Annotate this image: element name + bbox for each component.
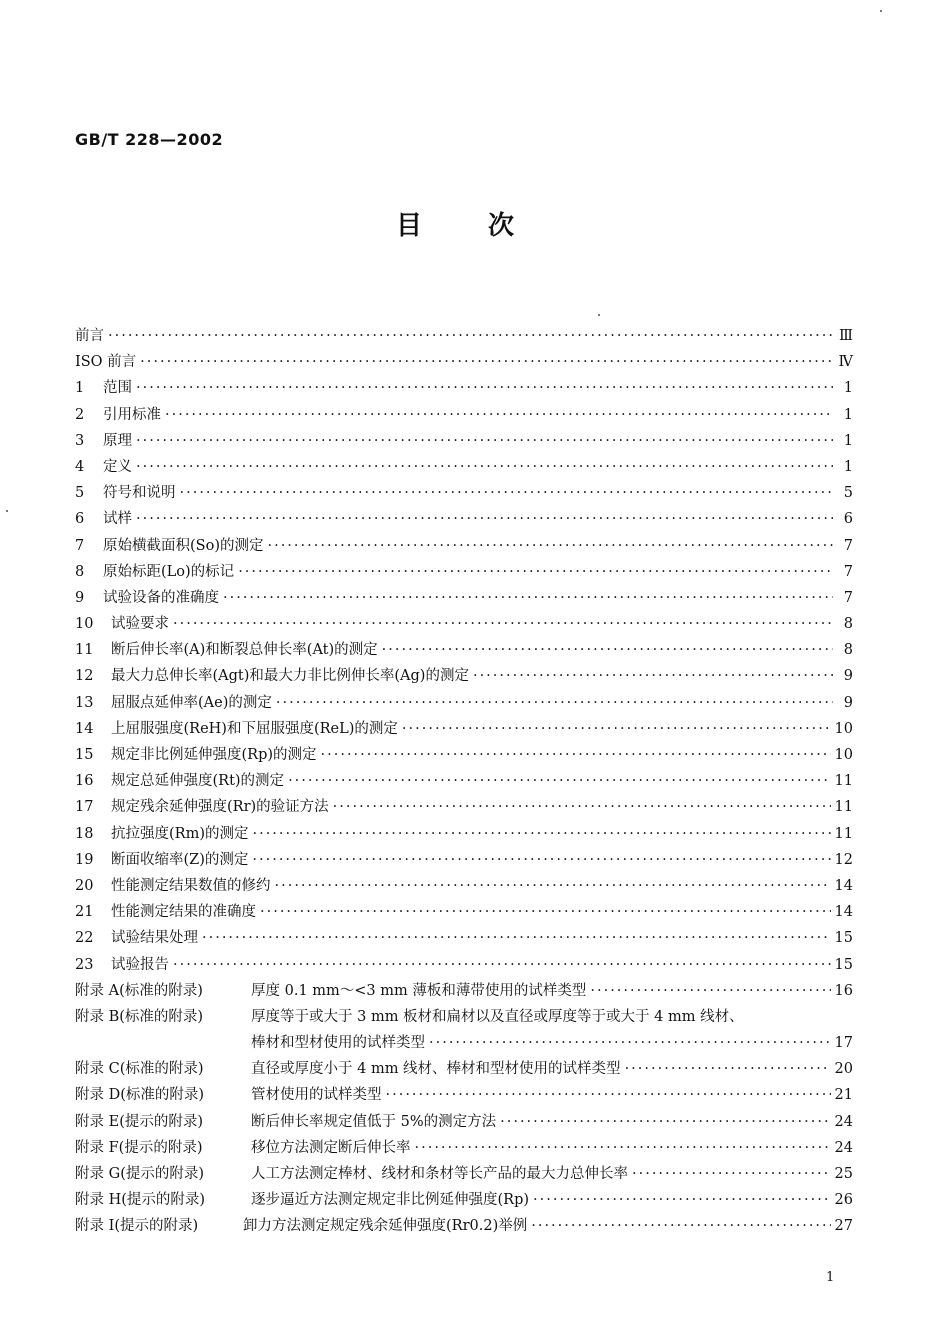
toc-entry[interactable] [75,743,853,769]
toc-entry-number: 9 [75,589,85,606]
toc-entry-number: 7 [75,537,85,554]
toc-entry-page: 6 [843,511,853,528]
leader-dots [531,1218,830,1234]
toc-entry-label: 规定总延伸强度(Rt)的测定 [111,773,285,790]
annex-label: 直径或厚度小于 4 mm 线材、棒材和型材使用的试样类型 [251,1061,621,1078]
toc-entry-page: 11 [834,799,853,816]
toc-entry[interactable] [75,376,853,402]
leader-dots [267,538,833,554]
toc-entry-label: 试验设备的准确度 [103,589,219,606]
toc-entry-page: 1 [843,380,853,397]
leader-dots [238,564,833,580]
toc-entry-label: 试验报告 [111,956,169,973]
leader-dots [260,904,831,920]
leader-dots [415,1140,831,1156]
leader-dots [173,957,831,973]
toc-entry-label: ISO 前言 [75,354,137,371]
toc-entry-page: 7 [843,537,853,554]
toc-entry-number: 18 [75,825,94,842]
toc-entry-label: 前言 [75,328,104,344]
leader-dots [136,433,833,449]
leader-dots [180,485,834,501]
annex-label-continued: 棒材和型材使用的试样类型 [251,1035,425,1052]
annex-entry[interactable] [75,1188,853,1214]
toc-entry-page: 7 [843,563,853,580]
toc-entry[interactable] [75,586,853,612]
toc-entry-page: 15 [834,956,853,973]
annex-label: 人工方法测定棒材、线材和条材等长产品的最大力总伸长率 [251,1166,628,1182]
leader-dots [632,1166,831,1182]
leader-dots [140,354,833,370]
toc-entry-number: 11 [75,642,94,659]
title-char-1: 目 [396,211,423,241]
toc-entry-number: 17 [75,799,94,816]
leader-dots [321,747,831,763]
toc-entry-number: 13 [75,694,94,711]
toc-entry-label: 引用标准 [103,406,161,423]
toc-entry-page: 14 [834,877,853,894]
toc-entry[interactable] [75,822,853,848]
toc-entry[interactable] [75,795,853,821]
toc-entry-number: 23 [75,956,94,973]
toc-entry-number: 6 [75,511,85,528]
toc-entry-label: 屈服点延伸率(Ae)的测定 [111,694,272,711]
leader-dots [500,1114,830,1130]
toc-entry[interactable] [75,769,853,795]
toc-entry-number: 8 [75,563,85,580]
annex-entry[interactable] [75,979,853,1005]
leader-dots [625,1061,831,1077]
toc-entry[interactable] [75,691,853,717]
annex-entry[interactable] [75,1110,853,1136]
annex-page: 21 [834,1087,853,1104]
toc-entry-page: 1 [843,432,853,449]
toc-entry-page: Ⅲ [839,328,853,344]
toc-entry[interactable] [75,534,853,560]
annex-prefix: 附录 G(提示的附录) [75,1166,205,1182]
toc-entry-label: 试样 [103,511,132,528]
annex-page: 25 [834,1166,853,1182]
toc-entry-label: 原始标距(Lo)的标记 [103,563,235,580]
annex-page: 17 [834,1035,853,1052]
annex-page: 16 [834,982,853,999]
toc-entry[interactable] [75,926,853,952]
leader-dots [202,930,831,946]
leader-dots [382,642,833,658]
toc-entry[interactable] [75,507,853,533]
toc-entry-label: 性能测定结果的准确度 [111,904,256,921]
annex-label: 卸力方法测定规定残余延伸强度(Rr0.2)举例 [243,1218,528,1235]
toc-entry-label: 规定残余延伸强度(Rr)的验证方法 [111,799,329,816]
annex-label: 厚度等于或大于 3 mm 板材和扁材以及直径或厚度等于或大于 4 mm 线材、 [251,1008,744,1025]
toc-entry-label: 断面收缩率(Z)的测定 [111,851,249,868]
toc-entry[interactable] [75,953,853,979]
scan-speck [6,510,8,512]
toc-entry-number: 15 [75,747,94,763]
table-of-contents [75,324,853,1241]
leader-dots [136,459,833,475]
toc-entry-page: 11 [834,773,853,790]
leader-dots [165,407,833,423]
leader-dots [223,590,833,606]
leader-dots [173,616,833,632]
leader-dots [276,695,833,711]
toc-entry-page: 10 [834,747,853,763]
toc-entry-label: 原理 [103,432,132,449]
scan-speck [880,10,882,12]
annex-page: 27 [834,1218,853,1235]
toc-entry-label: 抗拉强度(Rm)的测定 [111,825,249,842]
page-title [396,205,514,242]
toc-entry[interactable] [75,900,853,926]
toc-entry-number: 12 [75,668,94,685]
toc-entry[interactable] [75,403,853,429]
toc-entry-page: 1 [843,458,853,475]
toc-entry-page: 10 [834,720,853,737]
leader-dots [386,1087,831,1103]
leader-dots [252,852,830,868]
annex-prefix: 附录 D(标准的附录) [75,1087,205,1104]
annex-prefix: 附录 E(提示的附录) [75,1113,204,1130]
toc-entry-page: 15 [834,930,853,947]
toc-entry[interactable] [75,874,853,900]
annex-entry[interactable] [75,1057,853,1083]
annex-prefix: 附录 B(标准的附录) [75,1008,204,1025]
toc-entry-label: 定义 [103,458,132,475]
toc-entry-page: 14 [834,904,853,921]
scan-speck [598,314,600,316]
leader-dots [590,983,830,999]
toc-entry-label: 试验结果处理 [111,930,198,947]
toc-entry-label: 断后伸长率(A)和断裂总伸长率(At)的测定 [111,642,378,659]
annex-page: 24 [834,1139,853,1156]
annex-entry-continued[interactable] [75,1031,853,1057]
toc-entry-page: 8 [843,642,853,659]
leader-dots [275,878,831,894]
annex-page: 20 [834,1061,853,1078]
toc-entry-page: 9 [843,694,853,711]
toc-entry-page: 7 [843,589,853,606]
annex-label: 移位方法测定断后伸长率 [251,1139,411,1156]
toc-entry-number: 14 [75,720,94,737]
toc-entry-label: 最大力总伸长率(Agt)和最大力非比例伸长率(Ag)的测定 [111,668,469,685]
annex-label: 管材使用的试样类型 [251,1087,382,1104]
title-char-2: 次 [488,211,515,241]
toc-entry-label: 试验要求 [111,616,169,633]
annex-label: 逐步逼近方法测定规定非比例延伸强度(Rp) [251,1192,530,1209]
standard-number: GB/T 228—2002 [75,130,224,149]
leader-dots [252,826,830,842]
toc-entry-page: 1 [843,406,853,423]
toc-entry-number: 5 [75,485,85,502]
toc-entry-label: 原始横截面积(So)的测定 [103,537,264,554]
toc-entry-page: 9 [843,668,853,685]
leader-dots [288,773,830,789]
leader-dots [402,721,831,737]
annex-prefix: 附录 C(标准的附录) [75,1061,204,1078]
leader-dots [333,799,831,815]
leader-dots [473,668,833,684]
toc-entry[interactable] [75,612,853,638]
toc-entry-page: 5 [843,485,853,502]
toc-entry-number: 20 [75,877,94,894]
annex-entry[interactable] [75,1136,853,1162]
leader-dots [136,380,833,396]
toc-entry-number: 21 [75,904,94,921]
toc-entry[interactable] [75,481,853,507]
toc-entry-page: Ⅳ [838,354,853,371]
toc-entry-number: 10 [75,616,94,633]
toc-entry-number: 1 [75,380,85,397]
leader-dots [533,1192,831,1208]
toc-entry-number: 3 [75,432,85,449]
toc-entry[interactable] [75,717,853,743]
annex-page: 24 [834,1113,853,1130]
toc-entry-page: 11 [834,825,853,842]
toc-entry-label: 符号和说明 [103,485,176,502]
leader-dots [136,511,833,527]
toc-entry-number: 16 [75,773,94,790]
footer-page-number: 1 [826,1270,835,1285]
annex-label: 厚度 0.1 mm～<3 mm 薄板和薄带使用的试样类型 [251,982,587,999]
toc-entry-label: 性能测定结果数值的修约 [111,877,271,894]
annex-prefix: 附录 A(标准的附录) [75,982,203,999]
annex-entry[interactable] [75,1162,853,1188]
leader-dots [108,328,833,344]
annex-prefix: 附录 F(提示的附录) [75,1139,203,1156]
annex-entry[interactable] [75,1083,853,1109]
toc-entry-number: 22 [75,930,94,947]
annex-prefix: 附录 I(提示的附录) [75,1218,199,1235]
toc-entry[interactable] [75,429,853,455]
annex-entry[interactable] [75,1005,853,1031]
toc-entry-label: 范围 [103,380,132,397]
toc-entry[interactable] [75,638,853,664]
toc-entry[interactable] [75,664,853,690]
annex-prefix: 附录 H(提示的附录) [75,1192,206,1209]
toc-entry[interactable] [75,324,853,350]
toc-entry[interactable] [75,560,853,586]
toc-entry-page: 8 [843,616,853,633]
annex-page: 26 [834,1192,853,1209]
annex-entry[interactable] [75,1214,853,1240]
toc-entry-label: 上屈服强度(ReH)和下屈服强度(ReL)的测定 [111,720,398,737]
toc-entry[interactable] [75,848,853,874]
toc-entry-label: 规定非比例延伸强度(Rp)的测定 [111,747,317,763]
toc-entry[interactable] [75,350,853,376]
leader-dots [429,1035,831,1051]
toc-entry-page: 12 [834,851,853,868]
annex-label: 断后伸长率规定值低于 5%的测定方法 [251,1113,497,1130]
toc-entry-number: 19 [75,851,94,868]
toc-entry-number: 2 [75,406,85,423]
toc-entry[interactable] [75,455,853,481]
toc-entry-number: 4 [75,458,85,475]
